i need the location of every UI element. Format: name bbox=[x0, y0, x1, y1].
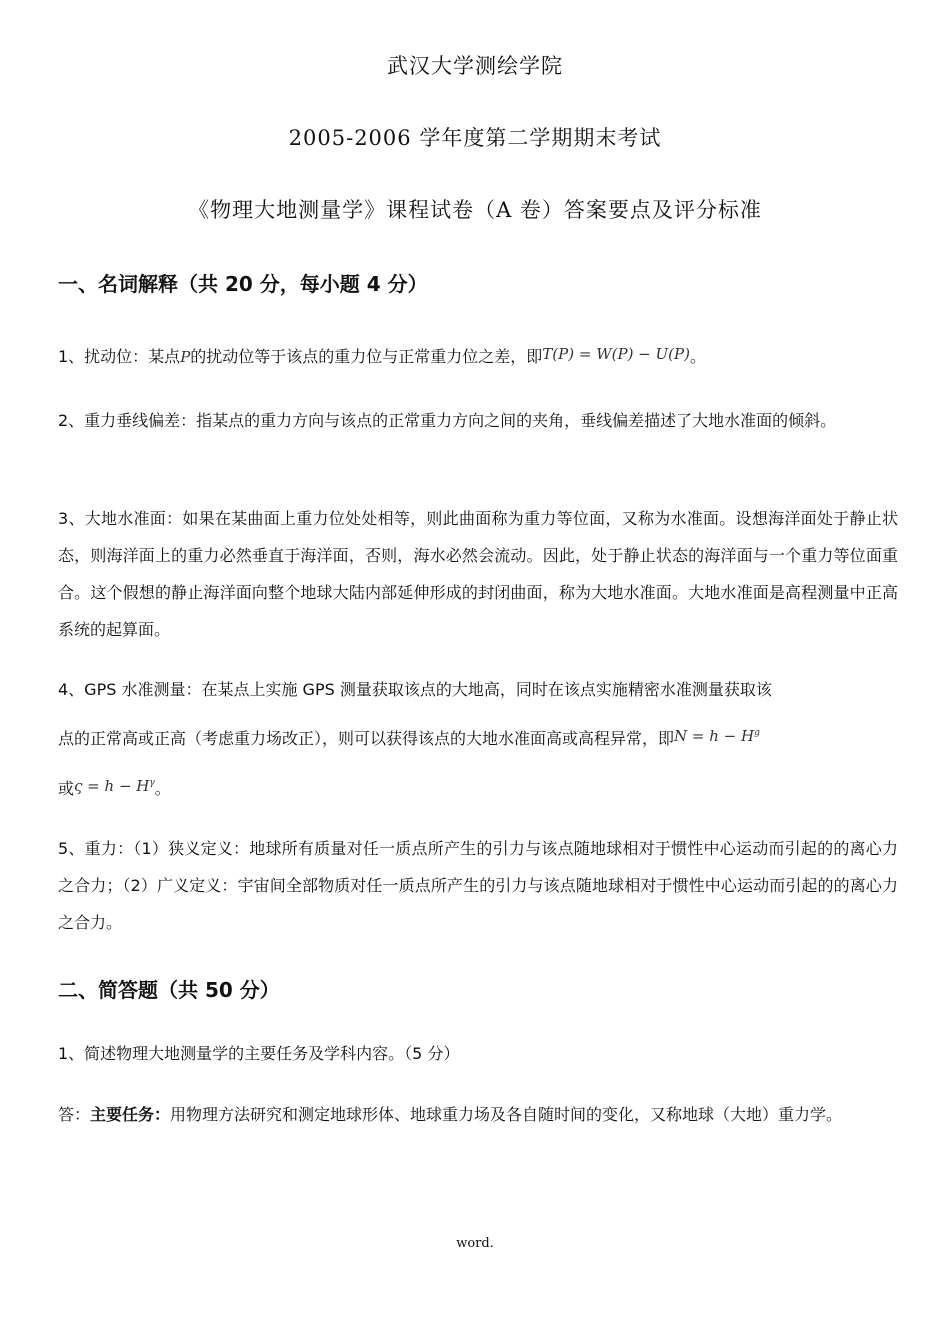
term-item-2: 2、重力垂线偏差：指某点的重力方向与该点的正常重力方向之间的夹角，垂线偏差描述了大地水准面的倾斜。 bbox=[58, 411, 837, 430]
term-item-4-line1: 4、GPS 水准测量：在某点上实施 GPS 测量获取该点的大地高，同时在该点实施精密水准测量获取该 bbox=[58, 680, 772, 699]
term-item-1 bbox=[58, 338, 898, 376]
term-item-1-prefix: 1、扰动位：某点 bbox=[58, 347, 181, 366]
answer-label: 主要任务： bbox=[90, 1105, 171, 1124]
height-anomaly-formula-main: ς = h − H bbox=[74, 777, 150, 795]
section1-heading: 一、名词解释（共 20 分，每小题 4 分） bbox=[58, 272, 428, 296]
disturbing-potential-formula: T(P) = W(P) − U(P) bbox=[542, 345, 690, 363]
course-title: 《物理大地测量学》课程试卷（A 卷）答案要点及评分标准 bbox=[188, 198, 762, 222]
geoid-height-formula bbox=[674, 727, 760, 745]
term-item-3: 3、大地水准面：如果在某曲面上重力位处处相等，则此曲面称为重力等位面，又称为水准面。设想海洋面处于静止状态，则海洋面上的重力必然垂直于海洋面，否则，海水必然会流动。因此，处于静止状态的海洋面与一个重力等位面重合。这个假想的静止海洋面向整个地球大陆内部延伸形成的封闭曲面，称为大地水准面。大地水准面是高程测量中正高系统的起算面。 bbox=[58, 509, 898, 639]
symbol-p: P bbox=[180, 348, 191, 366]
institution-title: 武汉大学测绘学院 bbox=[387, 54, 563, 78]
exam-title: 2005-2006 学年度第二学期期末考试 bbox=[288, 126, 662, 150]
answer-text: 用物理方法研究和测定地球形体、地球重力场及各自随时间的变化，又称地球（大地）重力学。 bbox=[170, 1105, 843, 1124]
term-item-4-text: 点的正常高或正高（考虑重力场改正），则可以获得该点的大地水准面高或高程异常，即 bbox=[58, 729, 675, 748]
height-anomaly-formula bbox=[74, 777, 155, 795]
term-item-4-line2 bbox=[58, 718, 898, 758]
answer-1 bbox=[58, 1096, 898, 1133]
term-item-4-end: 。 bbox=[154, 779, 171, 798]
section2-heading: 二、简答题（共 50 分） bbox=[58, 978, 280, 1002]
term-item-4-line3 bbox=[58, 768, 898, 808]
geoid-height-formula-sup: g bbox=[754, 728, 760, 738]
term-item-1-mid: 的扰动位等于该点的重力位与正常重力位之差，即 bbox=[190, 347, 543, 366]
geoid-height-formula-main: N = h − H bbox=[674, 727, 755, 745]
page-footer: word. bbox=[456, 1236, 494, 1251]
question-1: 1、简述物理大地测量学的主要任务及学科内容。（5 分） bbox=[58, 1044, 460, 1063]
term-item-1-end: 。 bbox=[689, 347, 706, 366]
answer-prefix: 答： bbox=[58, 1105, 91, 1124]
term-item-4-or: 或 bbox=[58, 779, 75, 798]
height-anomaly-formula-sup: γ bbox=[149, 778, 155, 788]
term-item-5: 5、重力：（1）狭义定义：地球所有质量对任一质点所产生的引力与该点随地球相对于惯性中心运动而引起的的离心力之合力；（2）广义定义：宇宙间全部物质对任一质点所产生的引力与该点随地球相对于惯性中心运动而引起的的离心力之合力。 bbox=[58, 839, 898, 932]
